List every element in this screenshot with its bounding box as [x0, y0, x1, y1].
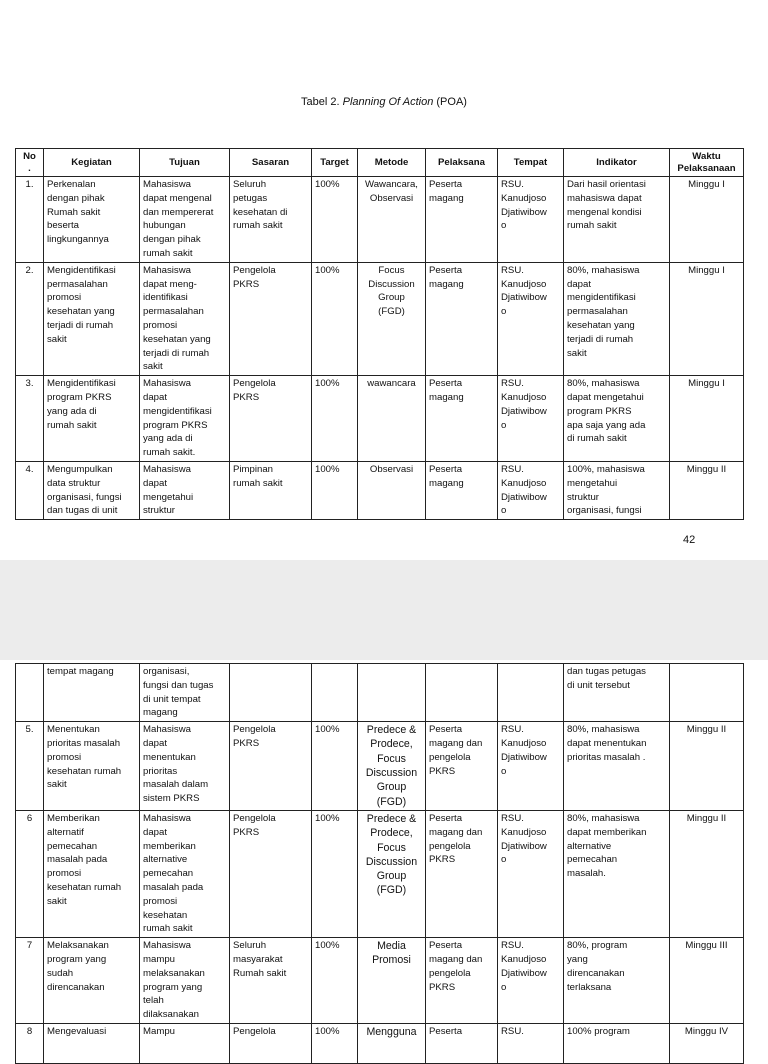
table-row: [16, 262, 744, 375]
header-pelaksana: Pelaksana: [426, 149, 498, 177]
table-row: [16, 664, 744, 722]
cell-waktu: Minggu II: [670, 722, 744, 811]
cell-waktu: Minggu III: [670, 938, 744, 1024]
cell-no: 4.: [16, 461, 44, 519]
poa-table-page-1: [15, 148, 744, 520]
cell-tujuan: Mahasiswa dapat mengenal dan mempererat hubungan dengan pihak rumah sakit: [140, 177, 230, 263]
table-row: [16, 461, 744, 519]
cell-sasaran: Seluruh masyarakat Rumah sakit: [230, 938, 312, 1024]
cell-waktu: Minggu I: [670, 376, 744, 462]
cell-tempat: RSU. Kanudjoso Djatiwibow o: [498, 810, 564, 937]
cell-metode: [358, 664, 426, 722]
header-tempat: Tempat: [498, 149, 564, 177]
header-kegiatan: Kegiatan: [44, 149, 140, 177]
table-caption: [0, 96, 768, 108]
table-row: [16, 1023, 744, 1063]
table-row: [16, 376, 744, 462]
cell-waktu: Minggu II: [670, 810, 744, 937]
cell-tujuan: Mahasiswa mampu melaksanakan program yang telah dilaksanakan: [140, 938, 230, 1024]
cell-no: 6: [16, 810, 44, 937]
cell-tujuan: organisasi, fungsi dan tugas di unit tempat magang: [140, 664, 230, 722]
cell-target: 100%: [312, 1023, 358, 1063]
cell-waktu: Minggu II: [670, 461, 744, 519]
cell-kegiatan: Menentukan prioritas masalah promosi kesehatan rumah sakit: [44, 722, 140, 811]
cell-no: 3.: [16, 376, 44, 462]
cell-tujuan: Mahasiswa dapat memberikan alternative pemecahan masalah pada promosi kesehatan rumah sakit: [140, 810, 230, 937]
cell-sasaran: Pengelola PKRS: [230, 376, 312, 462]
page-gap: [0, 560, 768, 660]
cell-sasaran: Seluruh petugas kesehatan di rumah sakit: [230, 177, 312, 263]
cell-tempat: RSU.: [498, 1023, 564, 1063]
cell-pelaksana: Peserta magang dan pengelola PKRS: [426, 938, 498, 1024]
cell-target: 100%: [312, 461, 358, 519]
cell-pelaksana: Peserta magang: [426, 461, 498, 519]
cell-sasaran: Pimpinan rumah sakit: [230, 461, 312, 519]
cell-no: 7: [16, 938, 44, 1024]
cell-pelaksana: Peserta magang: [426, 177, 498, 263]
cell-metode: Observasi: [358, 461, 426, 519]
cell-indikator: 80%, mahasiswa dapat mengidentifikasi permasalahan kesehatan yang terjadi di rumah sakit: [564, 262, 670, 375]
cell-kegiatan: tempat magang: [44, 664, 140, 722]
cell-kegiatan: Memberikan alternatif pemecahan masalah pada promosi kesehatan rumah sakit: [44, 810, 140, 937]
caption-suffix: (POA): [433, 96, 467, 108]
cell-sasaran: Pengelola PKRS: [230, 810, 312, 937]
cell-tujuan: Mampu: [140, 1023, 230, 1063]
cell-tujuan: Mahasiswa dapat mengetahui struktur: [140, 461, 230, 519]
caption-italic: Planning Of Action: [342, 96, 434, 108]
document-page-2: [0, 660, 768, 1038]
cell-sasaran: Pengelola: [230, 1023, 312, 1063]
cell-indikator: dan tugas petugas di unit tersebut: [564, 664, 670, 722]
cell-indikator: 100% program: [564, 1023, 670, 1063]
header-indikator: Indikator: [564, 149, 670, 177]
cell-pelaksana: Peserta magang: [426, 376, 498, 462]
cell-target: 100%: [312, 177, 358, 263]
header-tujuan: Tujuan: [140, 149, 230, 177]
cell-no: 2.: [16, 262, 44, 375]
table-header-row: [16, 149, 744, 177]
cell-kegiatan: Mengevaluasi: [44, 1023, 140, 1063]
cell-tujuan: Mahasiswa dapat menentukan prioritas masalah dalam sistem PKRS: [140, 722, 230, 811]
cell-kegiatan: Melaksanakan program yang sudah direncanakan: [44, 938, 140, 1024]
cell-pelaksana: [426, 664, 498, 722]
table-row: [16, 177, 744, 263]
cell-tempat: [498, 664, 564, 722]
cell-tujuan: Mahasiswa dapat meng- identifikasi permasalahan promosi kesehatan yang terjadi di rumah sakit: [140, 262, 230, 375]
cell-no: 8: [16, 1023, 44, 1063]
cell-target: 100%: [312, 262, 358, 375]
cell-tempat: RSU. Kanudjoso Djatiwibow o: [498, 177, 564, 263]
header-waktu: Waktu Pelaksanaan: [670, 149, 744, 177]
cell-target: 100%: [312, 938, 358, 1024]
cell-indikator: 100%, mahasiswa mengetahui struktur organisasi, fungsi: [564, 461, 670, 519]
cell-indikator: 80%, mahasiswa dapat mengetahui program PKRS apa saja yang ada di rumah sakit: [564, 376, 670, 462]
cell-no: 5.: [16, 722, 44, 811]
cell-target: 100%: [312, 376, 358, 462]
cell-indikator: 80%, program yang direncanakan terlaksana: [564, 938, 670, 1024]
cell-tempat: RSU. Kanudjoso Djatiwibow o: [498, 938, 564, 1024]
header-sasaran: Sasaran: [230, 149, 312, 177]
header-target: Target: [312, 149, 358, 177]
cell-indikator: Dari hasil orientasi mahasiswa dapat mengenal kondisi rumah sakit: [564, 177, 670, 263]
table-body-page-2: [16, 664, 744, 1064]
cell-metode: Focus Discussion Group (FGD): [358, 262, 426, 375]
cell-metode: Mengguna: [358, 1023, 426, 1063]
cell-metode: wawancara: [358, 376, 426, 462]
cell-no: [16, 664, 44, 722]
header-metode: Metode: [358, 149, 426, 177]
cell-sasaran: Pengelola PKRS: [230, 262, 312, 375]
poa-table-page-2: [15, 663, 744, 1064]
table-row: [16, 810, 744, 937]
header-no: No .: [16, 149, 44, 177]
caption-prefix: Tabel 2.: [301, 96, 343, 108]
cell-waktu: [670, 664, 744, 722]
cell-target: 100%: [312, 810, 358, 937]
cell-pelaksana: Peserta magang dan pengelola PKRS: [426, 722, 498, 811]
cell-target: 100%: [312, 722, 358, 811]
cell-kegiatan: Mengumpulkan data struktur organisasi, fungsi dan tugas di unit: [44, 461, 140, 519]
cell-waktu: Minggu I: [670, 177, 744, 263]
cell-metode: Media Promosi: [358, 938, 426, 1024]
cell-metode: Predece & Prodece, Focus Discussion Group (FGD): [358, 810, 426, 937]
table-body-page-1: [16, 177, 744, 520]
cell-waktu: Minggu IV: [670, 1023, 744, 1063]
cell-indikator: 80%, mahasiswa dapat memberikan alternative pemecahan masalah.: [564, 810, 670, 937]
cell-target: [312, 664, 358, 722]
cell-waktu: Minggu I: [670, 262, 744, 375]
cell-tempat: RSU. Kanudjoso Djatiwibow o: [498, 262, 564, 375]
table-row: [16, 938, 744, 1024]
cell-kegiatan: Perkenalan dengan pihak Rumah sakit beserta lingkungannya: [44, 177, 140, 263]
table-row: [16, 722, 744, 811]
cell-metode: Predece & Prodece, Focus Discussion Group (FGD): [358, 722, 426, 811]
cell-sasaran: Pengelola PKRS: [230, 722, 312, 811]
cell-metode: Wawancara, Observasi: [358, 177, 426, 263]
cell-sasaran: [230, 664, 312, 722]
cell-kegiatan: Mengidentifikasi program PKRS yang ada di rumah sakit: [44, 376, 140, 462]
cell-pelaksana: Peserta magang: [426, 262, 498, 375]
cell-tempat: RSU. Kanudjoso Djatiwibow o: [498, 722, 564, 811]
cell-indikator: 80%, mahasiswa dapat menentukan prioritas masalah .: [564, 722, 670, 811]
cell-no: 1.: [16, 177, 44, 263]
cell-tempat: RSU. Kanudjoso Djatiwibow o: [498, 461, 564, 519]
cell-pelaksana: Peserta magang dan pengelola PKRS: [426, 810, 498, 937]
cell-tempat: RSU. Kanudjoso Djatiwibow o: [498, 376, 564, 462]
cell-pelaksana: Peserta: [426, 1023, 498, 1063]
page-number: 42: [683, 534, 696, 546]
cell-tujuan: Mahasiswa dapat mengidentifikasi program PKRS yang ada di rumah sakit.: [140, 376, 230, 462]
cell-kegiatan: Mengidentifikasi permasalahan promosi kesehatan yang terjadi di rumah sakit: [44, 262, 140, 375]
